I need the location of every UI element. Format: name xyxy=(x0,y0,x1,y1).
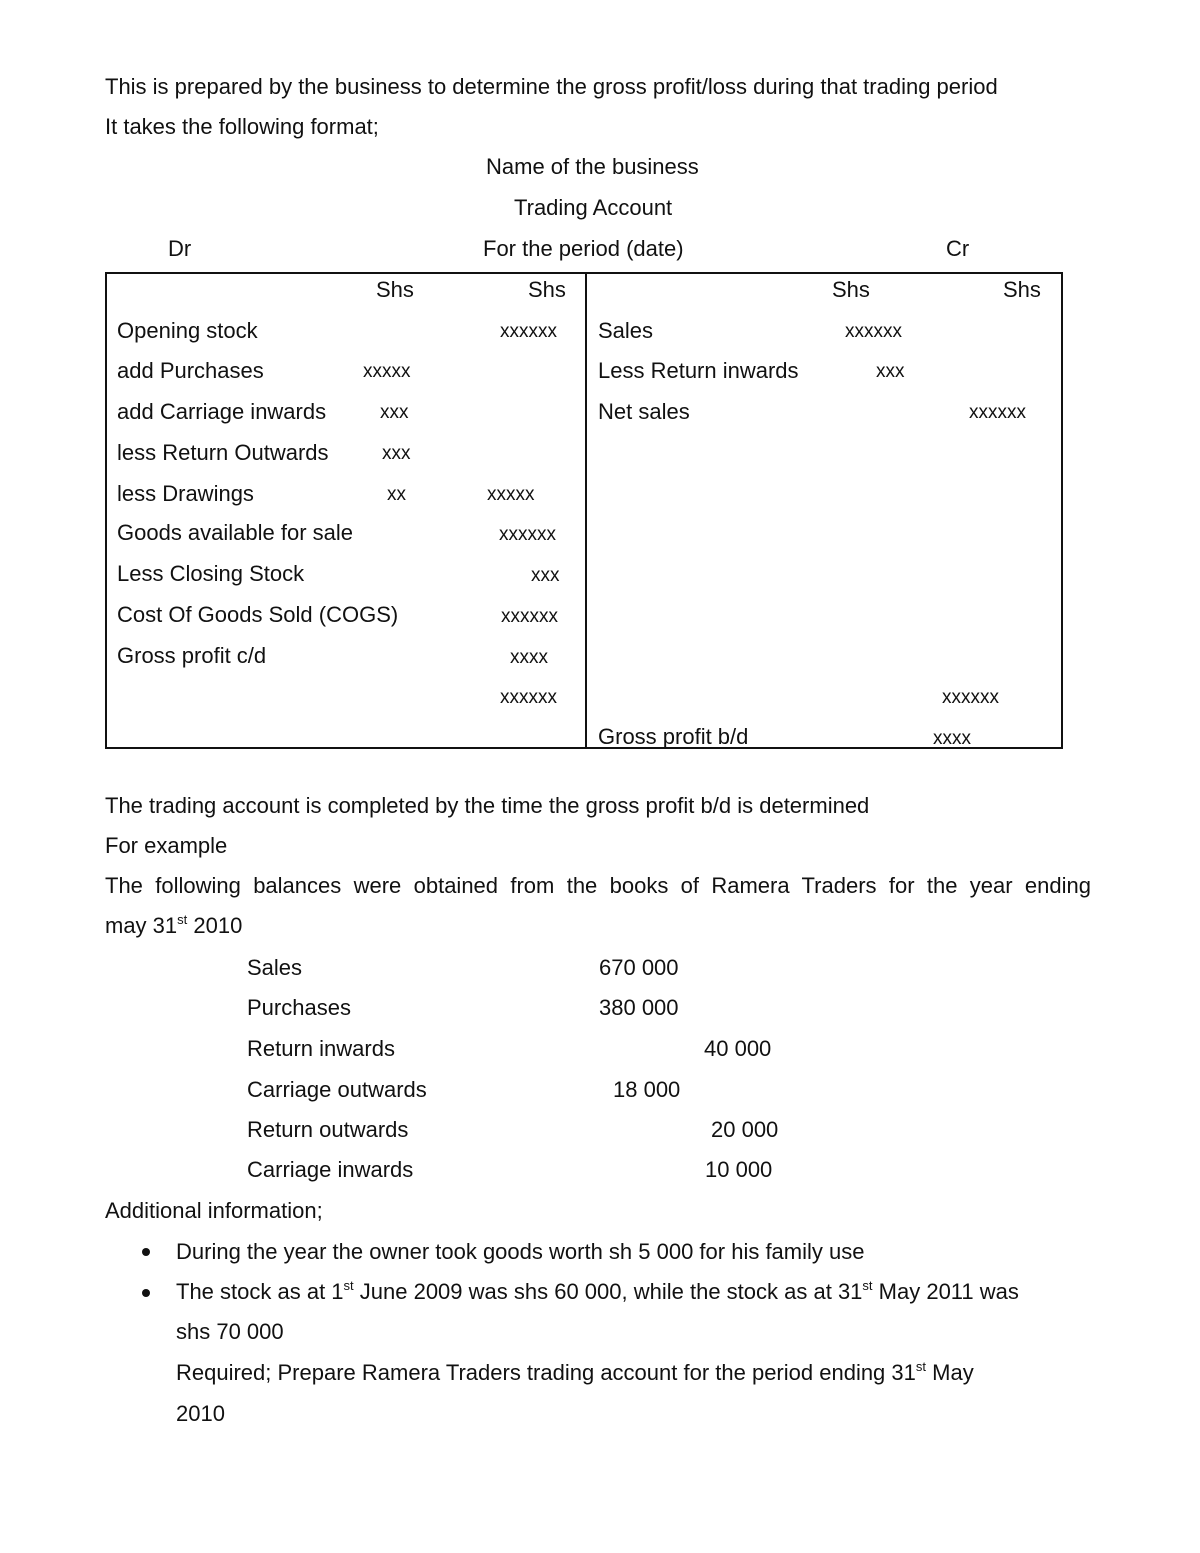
debit-row-amount: xxxx xyxy=(510,647,548,668)
bullet-item-2-continued: shs 70 000 xyxy=(176,1319,284,1344)
balance-label: Carriage inwards xyxy=(247,1157,414,1182)
debit-row-amount: xxx xyxy=(531,565,560,586)
credit-row-label: Sales xyxy=(598,318,654,343)
debit-row-label: Goods available for sale xyxy=(117,520,354,545)
bullet-icon xyxy=(142,1248,150,1256)
intro-line-1: This is prepared by the business to determine the gross profit/loss during that trading period xyxy=(105,74,998,99)
bullet-item-1: During the year the owner took goods worth sh 5 000 for his family use xyxy=(176,1239,865,1264)
balance-amount: 670 000 xyxy=(599,955,679,980)
debit-row-label: Gross profit c/d xyxy=(117,643,267,668)
credit-row-label: Less Return inwards xyxy=(598,358,799,383)
credit-col2-header: Shs xyxy=(1003,277,1041,302)
debit-row-amount: xxx xyxy=(382,443,411,464)
balance-amount: 380 000 xyxy=(599,995,679,1020)
trading-account-table xyxy=(105,272,1063,749)
required-text: Required; Prepare Ramera Traders trading account for the period ending 31st May xyxy=(176,1359,974,1385)
debit-row-label: less Drawings xyxy=(117,481,254,506)
dr-label: Dr xyxy=(168,236,192,261)
bullet-item-2: The stock as at 1st June 2009 was shs 60 000, while the stock as at 31st May 2011 was xyxy=(176,1278,1019,1304)
debit-row-amount: xxx xyxy=(380,402,409,423)
credit-row-amount: xxxxxx xyxy=(969,402,1026,423)
debit-row-amount: xxxxx xyxy=(487,484,535,505)
business-name: Name of the business xyxy=(486,154,699,179)
credit-row-amount: xxxxxx xyxy=(845,321,902,342)
cr-label: Cr xyxy=(946,236,970,261)
balances-intro-line-2: may 31st 2010 xyxy=(105,912,243,938)
balance-amount: 20 000 xyxy=(711,1117,779,1142)
debit-row-amount: xxxxxx xyxy=(500,321,557,342)
required-text-continued: 2010 xyxy=(176,1401,225,1426)
debit-row-amount: xxxxxx xyxy=(499,524,556,545)
debit-row-label: Cost Of Goods Sold (COGS) xyxy=(117,602,399,627)
balances-intro-line-1: The following balances were obtained from the books of Ramera Traders for the year ending xyxy=(105,873,1091,898)
credit-row-amount: xxx xyxy=(876,361,905,382)
additional-heading: Additional information; xyxy=(105,1198,323,1223)
debit-row-amount: xxxxx xyxy=(363,361,411,382)
period-label: For the period (date) xyxy=(483,236,684,261)
balance-label: Return outwards xyxy=(247,1117,409,1142)
debit-row-amount: xx xyxy=(387,484,406,505)
balance-amount: 10 000 xyxy=(705,1157,773,1182)
debit-col1-header: Shs xyxy=(376,277,414,302)
intro-line-2: It takes the following format; xyxy=(105,114,379,139)
balance-amount: 40 000 xyxy=(704,1036,772,1061)
credit-row-label: Gross profit b/d xyxy=(598,724,749,749)
debit-row-label: add Purchases xyxy=(117,358,264,383)
credit-col1-header: Shs xyxy=(832,277,870,302)
balance-label: Return inwards xyxy=(247,1036,395,1061)
account-title: Trading Account xyxy=(514,195,673,220)
completed-text: The trading account is completed by the time the gross profit b/d is determined xyxy=(105,793,870,818)
debit-row-label: Opening stock xyxy=(117,318,258,343)
debit-row-label: Less Closing Stock xyxy=(117,561,305,586)
table-divider xyxy=(585,272,587,749)
balance-label: Sales xyxy=(247,955,303,980)
balance-label: Carriage outwards xyxy=(247,1077,427,1102)
debit-row-label: add Carriage inwards xyxy=(117,399,327,424)
for-example-text: For example xyxy=(105,833,228,858)
credit-row-label: Net sales xyxy=(598,399,690,424)
debit-row-label: less Return Outwards xyxy=(117,440,329,465)
balance-label: Purchases xyxy=(247,995,351,1020)
balance-amount: 18 000 xyxy=(613,1077,681,1102)
debit-row-amount: xxxxxx xyxy=(501,606,558,627)
debit-col2-header: Shs xyxy=(528,277,566,302)
bullet-icon xyxy=(142,1289,150,1297)
debit-total: xxxxxx xyxy=(500,687,557,708)
credit-total: xxxxxx xyxy=(942,687,999,708)
credit-row-amount: xxxx xyxy=(933,728,971,749)
